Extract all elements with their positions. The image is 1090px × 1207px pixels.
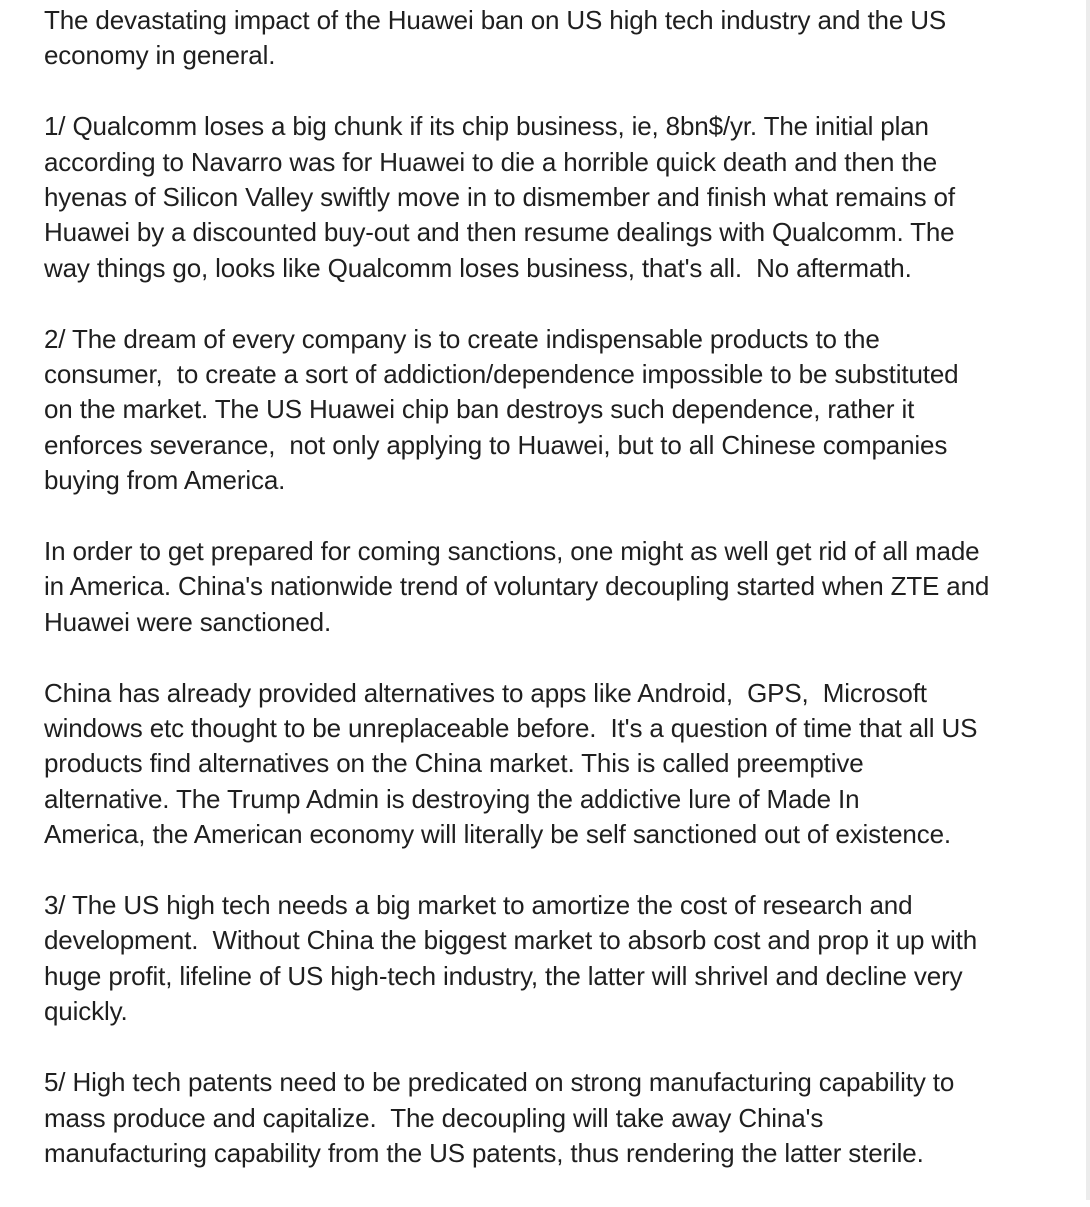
text-line: buying from America. xyxy=(44,465,286,496)
text-line: China has already provided alternatives to apps like Android, GPS, Microsoft xyxy=(44,677,927,708)
text-line: in America. China's nationwide trend of voluntary decoupling started when ZTE and xyxy=(44,571,990,602)
text-line: way things go, looks like Qualcomm loses business, that's all. No aftermath. xyxy=(44,252,912,283)
paragraph-title xyxy=(44,3,1074,74)
text-line: consumer, to create a sort of addiction/dependence impossible to be substituted xyxy=(44,359,959,390)
text-line: In order to get prepared for coming sanctions, one might as well get rid of all made xyxy=(44,536,980,567)
text-line: The devastating impact of the Huawei ban on US high tech industry and the US xyxy=(44,5,947,35)
text-line: manufacturing capability from the US patents, thus rendering the latter sterile. xyxy=(44,1137,924,1168)
text-line: America, the American economy will literally be self sanctioned out of existence. xyxy=(44,819,951,850)
text-line: 3/ The US high tech needs a big market to amortize the cost of research and xyxy=(44,890,913,921)
text-line: 5/ High tech patents need to be predicated on strong manufacturing capability to xyxy=(44,1067,955,1098)
paragraph-alternatives xyxy=(44,676,1074,853)
text-line: products find alternatives on the China market. This is called preemptive xyxy=(44,748,864,779)
text-line: according to Navarro was for Huawei to die a horrible quick death and then the xyxy=(44,146,938,177)
text-line: huge profit, lifeline of US high-tech industry, the latter will shrivel and decline very xyxy=(44,960,963,991)
text-line: hyenas of Silicon Valley swiftly move in to dismember and finish what remains of xyxy=(44,182,955,213)
text-line: alternative. The Trump Admin is destroying the addictive lure of Made In xyxy=(44,783,860,814)
text-line: on the market. The US Huawei chip ban destroys such dependence, rather it xyxy=(44,394,915,425)
paragraph-point-1 xyxy=(44,109,1074,286)
paragraph-point-3 xyxy=(44,888,1074,1030)
text-line: windows etc thought to be unreplaceable before. It's a question of time that all US xyxy=(44,713,978,744)
text-line: mass produce and capitalize. The decoupling will take away China's xyxy=(44,1102,824,1133)
text-line: 2/ The dream of every company is to create indispensable products to the xyxy=(44,323,880,354)
text-line: development. Without China the biggest market to absorb cost and prop it up with xyxy=(44,925,978,956)
paragraph-point-5 xyxy=(44,1065,1074,1171)
paragraph-sanctions xyxy=(44,534,1074,640)
text-line: enforces severance, not only applying to Huawei, but to all Chinese companies xyxy=(44,429,948,460)
text-line: Huawei by a discounted buy-out and then resume dealings with Qualcomm. The xyxy=(44,217,955,248)
paragraph-point-2 xyxy=(44,322,1074,499)
note-body xyxy=(44,3,1074,1207)
text-line: Huawei were sanctioned. xyxy=(44,606,332,637)
scrollbar-track[interactable] xyxy=(1086,0,1090,1200)
text-line: 1/ Qualcomm loses a big chunk if its chip business, ie, 8bn$/yr. The initial plan xyxy=(44,111,929,142)
text-line: quickly. xyxy=(44,996,128,1027)
text-line: economy in general. xyxy=(44,40,276,71)
